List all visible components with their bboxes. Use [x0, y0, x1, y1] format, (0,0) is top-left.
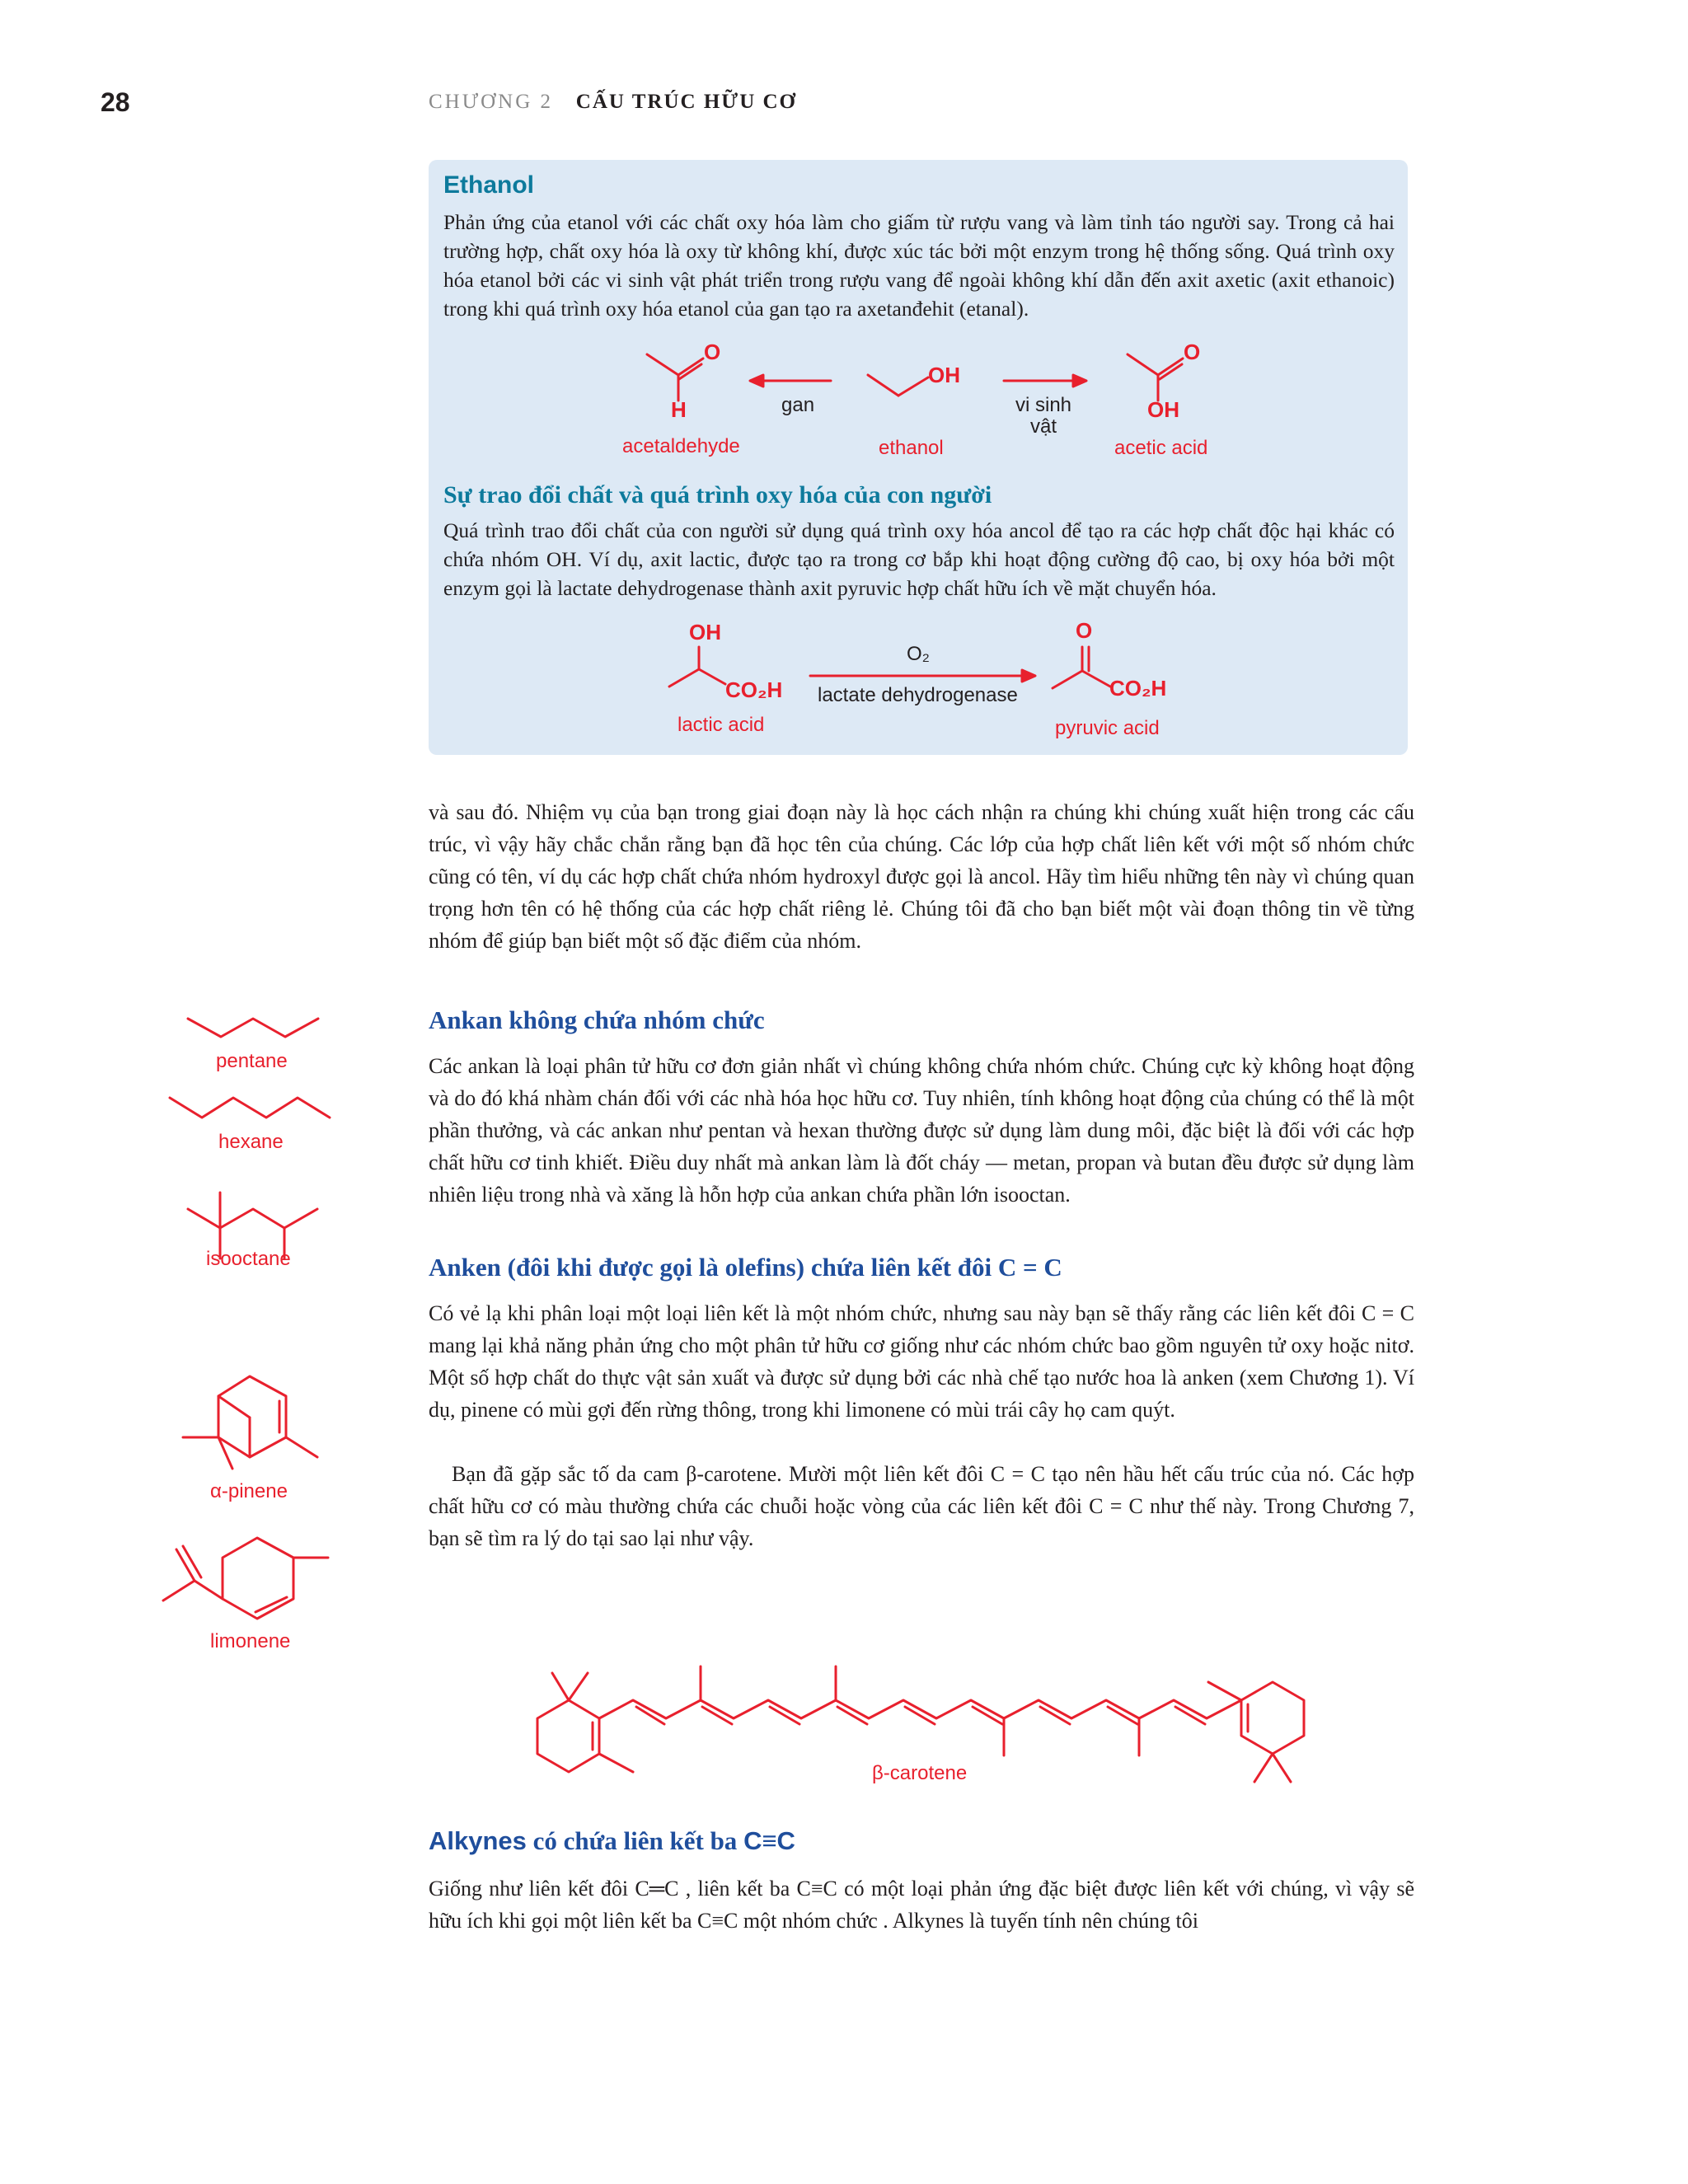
label-acetic-acid: acetic acid: [1114, 437, 1208, 459]
heading-alkynes-word: Alkynes: [429, 1826, 527, 1855]
label-hexane: hexane: [218, 1131, 284, 1153]
ethanol-OH: OH: [928, 363, 960, 387]
label-O2: O₂: [907, 643, 930, 665]
acetaldehyde-O: O: [704, 340, 721, 364]
chapter-label: CHƯƠNG 2: [429, 91, 554, 113]
label-vi-sinh: vi sinh: [1015, 394, 1072, 416]
acetic-O: O: [1184, 340, 1201, 364]
box-title-ethanol: Ethanol: [443, 171, 534, 199]
label-acetaldehyde: acetaldehyde: [622, 435, 740, 457]
chapter-title: CẤU TRÚC HỮU CƠ: [575, 91, 797, 113]
alkenes-paragraph-1: Có vẻ lạ khi phân loại một loại liên kết là một nhóm chức, nhưng sau này bạn sẽ thấy rằng các liên kết đôi C = C mang lại khả năng phản ứng cho một phân tử hữu cơ giống như các nhóm chức bao gồm nguyên tử oxy hoặc nitơ. Một số hợp chất do thực vật sản xuất và được sử dụng bởi các nhà chế tạo nước hoa là anken (xem Chương 1). Ví dụ, pinene có mùi gợi đến rừng thông, trong khi limonene có mùi trái cây họ cam quýt.: [429, 1301, 1414, 1422]
heading-alkanes: Ankan không chứa nhóm chức: [429, 1005, 765, 1034]
label-isooctane: isooctane: [206, 1248, 291, 1270]
label-enzyme: lactate dehydrogenase: [818, 684, 1018, 706]
page-number: 28: [101, 87, 130, 117]
label-limonene: limonene: [210, 1630, 291, 1652]
pyruvic-O: O: [1076, 618, 1093, 643]
label-vat: vật: [1030, 415, 1057, 438]
label-pentane: pentane: [216, 1050, 288, 1072]
alkynes-paragraph: Giống như liên kết đôi C═C , liên kết ba C≡C có một loại phản ứng đặc biệt được liên kết với chúng, vì vậy sẽ hữu ích khi gọi một liên kết ba C≡C một nhóm chức . Alkynes là tuyến tính nên chúng tôi: [429, 1877, 1414, 1933]
alkenes-paragraph-2: Bạn đã gặp sắc tố da cam β-carotene. Mười một liên kết đôi C = C tạo nên hầu hết cấu trúc của nó. Các hợp chất hữu cơ có màu thường chứa các chuỗi hoặc vòng của các liên kết đôi C = C như thế này. Trong Chương 7, bạn sẽ tìm ra lý do tại sao lại như vậy.: [429, 1462, 1414, 1550]
label-ethanol: ethanol: [879, 437, 944, 459]
pyruvic-CO2H: CO₂H: [1109, 676, 1167, 701]
acetic-OH: OH: [1147, 397, 1179, 422]
heading-alkenes: Anken (đôi khi được gọi là olefins) chứa liên kết đôi C = C: [429, 1253, 1062, 1282]
lactic-OH: OH: [689, 620, 721, 644]
label-lactic-acid: lactic acid: [678, 714, 765, 736]
label-pyruvic-acid: pyruvic acid: [1055, 717, 1160, 739]
alkanes-paragraph: Các ankan là loại phân tử hữu cơ đơn giản nhất vì chúng không chứa nhóm chức. Chúng cực kỳ không hoạt động và do đó khá nhàm chán đối với các nhà hóa học hữu cơ. Tuy nhiên, tính không hoạt động của chúng có thể là một phần thưởng, và các ankan như pentan và hexan thường được sử dụng làm dung môi, đặc biệt là đối với các hợp chất hữu cơ tinh khiết. Điều duy nhất mà ankan làm là đốt cháy — metan, propan và butan đều được sử dụng làm nhiên liệu trong nhà và xăng là hỗn hợp của ankan chứa phần lớn isooctan.: [429, 1054, 1414, 1207]
label-beta-carotene: β-carotene: [872, 1762, 968, 1784]
box-title-metabolism: Sự trao đổi chất và quá trình oxy hóa của con người: [443, 481, 992, 509]
intro-paragraph: và sau đó. Nhiệm vụ của bạn trong giai đoạn này là học cách nhận ra chúng khi chúng xuất hiện trong các cấu trúc, vì vậy hãy chắc chắn rằng bạn đã học tên của chúng. Các lớp của hợp chất liên kết với một số nhóm chức cũng có tên, ví dụ các hợp chất chứa nhóm hydroxyl được gọi là ancol. Hãy tìm hiểu những tên này vì chúng quan trọng hơn tên có hệ thống của các hợp chất riêng lẻ. Chúng tôi đã cho bạn biết một vài đoạn thông tin về từng nhóm để giúp bạn biết một số đặc điểm của nhóm.: [429, 800, 1414, 953]
label-gan: gan: [781, 394, 815, 416]
acetaldehyde-H: H: [671, 397, 687, 422]
lactic-CO2H: CO₂H: [725, 677, 783, 702]
heading-alkynes-bond: C≡C: [743, 1826, 795, 1855]
box-paragraph-metabolism: Quá trình trao đổi chất của con người sử dụng quá trình oxy hóa ancol để tạo ra các hợp chất độc hại khác có chứa nhóm OH. Ví dụ, axit lactic, được tạo ra trong cơ bắp khi hoạt động cường độ cao, bị oxy hóa bởi một enzym gọi là lactate dehydrogenase thành axit pyruvic hợp chất hữu ích về mặt chuyển hóa.: [443, 518, 1395, 600]
heading-alkynes: [429, 1826, 795, 1856]
heading-alkynes-text: có chứa liên kết ba: [526, 1826, 744, 1855]
label-alpha-pinene: α-pinene: [210, 1480, 288, 1502]
box-paragraph-ethanol: Phản ứng của etanol với các chất oxy hóa làm cho giấm từ rượu vang và làm tỉnh táo người say. Trong cả hai trường hợp, chất oxy hóa là oxy từ không khí, được xúc tác bởi một enzym trong hệ thống sống. Quá trình oxy hóa etanol bởi các vi sinh vật phát triển trong rượu vang để ngoài không khí dẫn đến axit axetic (axit ethanoic) trong khi quá trình oxy hóa etanol của gan tạo ra axetanđehit (etanal).: [443, 210, 1395, 321]
